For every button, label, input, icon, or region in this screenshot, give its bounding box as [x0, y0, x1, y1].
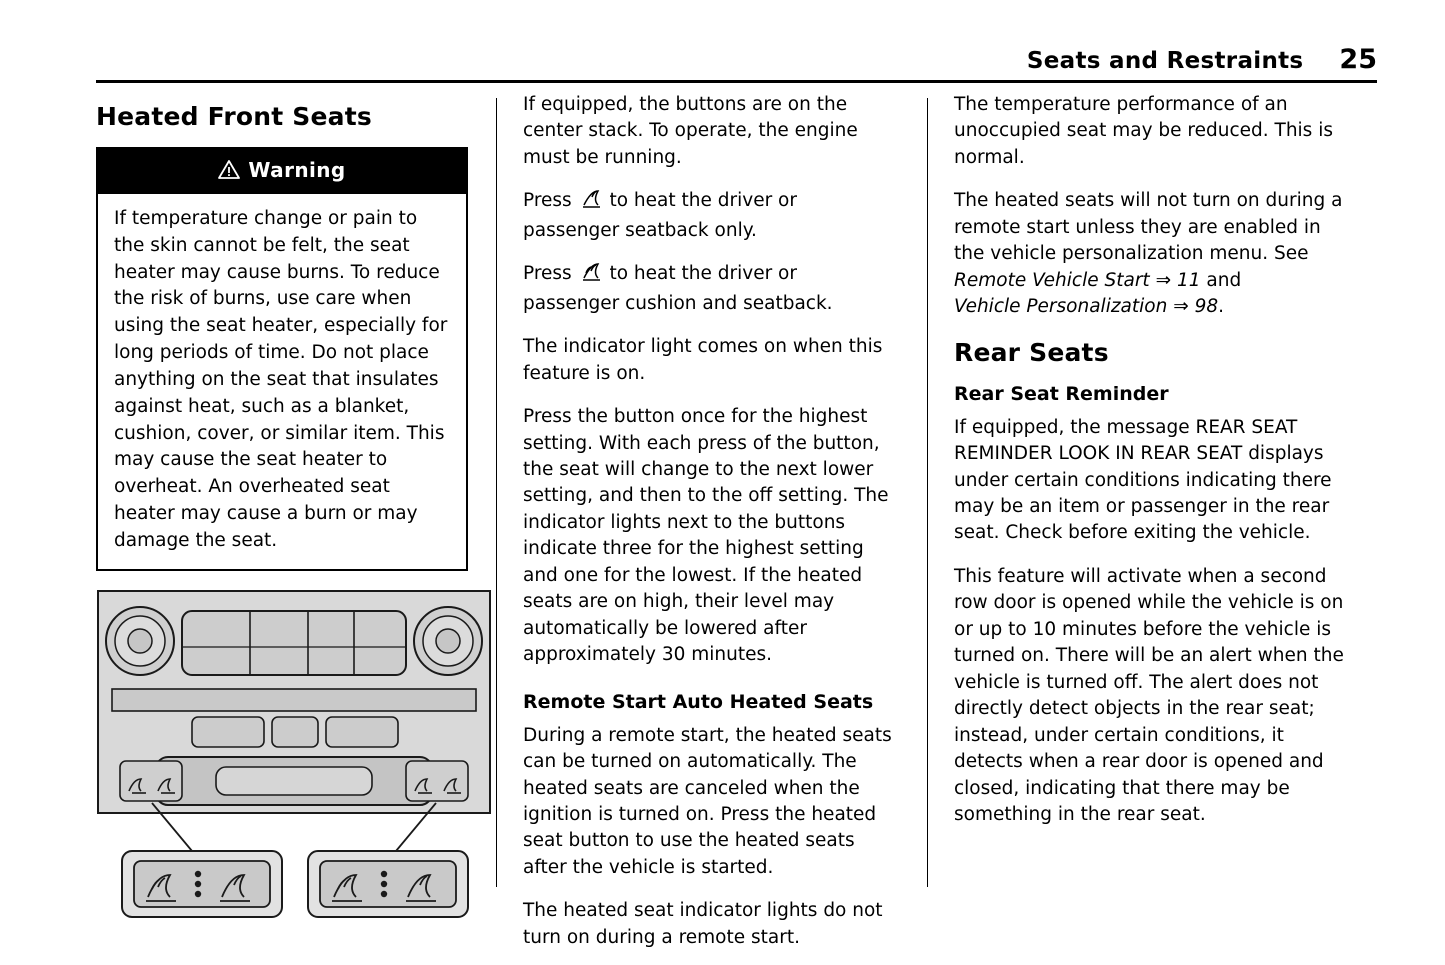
page-columns	[96, 92, 1377, 948]
remote-start-personalization-paragraph	[954, 188, 1349, 320]
heated-seat-button-pair-left	[122, 851, 282, 917]
warning-label: Warning	[248, 158, 346, 182]
temperature-performance-paragraph: The temperature performance of an unoccupied seat may be reduced. This is normal.	[954, 94, 1333, 168]
heated-seatback-icon	[580, 188, 602, 217]
rear-seat-reminder-heading: Rear Seat Reminder	[954, 382, 1169, 405]
column-two	[497, 92, 927, 948]
warning-text: If temperature change or pain to the skin cannot be felt, the seat heater may cause burns. To reduce the risk of burns, use care when using the seat heater, especially for long periods of time. Do not place anything on the seat that insulates against heat, such as a blanket, cushion, cover, or similar item. This may cause the seat heater to overheat. An overheated seat heater may cause a burn or may damage the seat.	[114, 208, 448, 551]
remote-vehicle-start-page: 11	[1176, 269, 1201, 291]
remote-start-lead-text: The heated seats will not turn on during a remote start unless they are enabled in the vehicle personalization menu. See	[954, 190, 1343, 265]
page-number: 25	[1339, 44, 1377, 75]
center-stack-paragraph: If equipped, the buttons are on the center stack. To operate, the engine must be running.	[523, 94, 858, 168]
press-seatback-paragraph	[523, 188, 899, 244]
press-seatback-text: to heat the driver or passenger seatback only.	[523, 190, 797, 241]
warning-box	[96, 147, 468, 571]
heated-cushion-seatback-icon	[580, 261, 602, 290]
indicator-remote-start-paragraph: The heated seat indicator lights do not turn on during a remote start.	[523, 900, 883, 948]
cross-reference-arrow-icon-2: ⇒	[1173, 296, 1189, 318]
reference-joiner: and	[1200, 269, 1242, 291]
page-header	[96, 44, 1377, 75]
press-label-2: Press	[523, 263, 572, 285]
header-divider-rule	[96, 80, 1377, 83]
press-cushion-text: to heat the driver or passenger cushion and seatback.	[523, 263, 833, 314]
header-section-title: Seats and Restraints	[1026, 48, 1304, 74]
warning-body	[98, 194, 466, 569]
column-three	[928, 92, 1349, 915]
vehicle-personalization-reference: Vehicle Personalization	[954, 296, 1168, 318]
column-one	[96, 92, 496, 915]
cross-reference-arrow-icon-1: ⇒	[1155, 269, 1172, 291]
heated-front-seats-heading: Heated Front Seats	[96, 102, 372, 131]
indicator-light-paragraph: The indicator light comes on when this feature is on.	[523, 336, 883, 384]
heated-seat-button-pair-right	[308, 851, 468, 917]
press-label-1: Press	[523, 190, 572, 212]
press-cushion-paragraph	[523, 261, 899, 317]
center-stack-illustration	[96, 589, 492, 923]
remote-vehicle-start-reference: Remote Vehicle Start	[954, 269, 1150, 291]
warning-triangle-icon	[218, 160, 240, 184]
vehicle-personalization-page: 98	[1194, 296, 1219, 318]
rear-seat-reminder-paragraph: If equipped, the message REAR SEAT REMINDER LOOK IN REAR SEAT displays under certain conditions indicating there may be an item or passenger in the rear seat. Check before exiting the vehicle.	[954, 416, 1332, 544]
remote-start-paragraph: During a remote start, the heated seats can be turned on automatically. The heated seats are canceled when the ignition is turned on. Press the heated seat button to use the heated seats after the vehicle is started.	[523, 724, 892, 878]
press-button-settings-paragraph: Press the button once for the highest setting. With each press of the button, the seat will change to the next lower setting, and then to the off setting. The indicator lights next to the buttons indicate three for the highest setting and one for the lowest. If the heated seats are on high, their level may automatically be lowered after approximately 30 minutes.	[523, 406, 889, 666]
reference-end-period: .	[1218, 296, 1225, 318]
remote-start-auto-heated-seats-heading: Remote Start Auto Heated Seats	[523, 690, 874, 713]
rear-seats-heading: Rear Seats	[954, 337, 1109, 367]
warning-header	[98, 149, 466, 194]
rear-seat-activation-paragraph: This feature will activate when a second row door is opened while the vehicle is on or up to 10 minutes before the vehicle is turned on. There will be an alert when the vehicle is turned off. The alert does not directly detect objects in the rear seat; instead, under certain conditions, it detects when a rear door is opened and closed, indicating that there may be something in the rear seat.	[954, 565, 1344, 825]
